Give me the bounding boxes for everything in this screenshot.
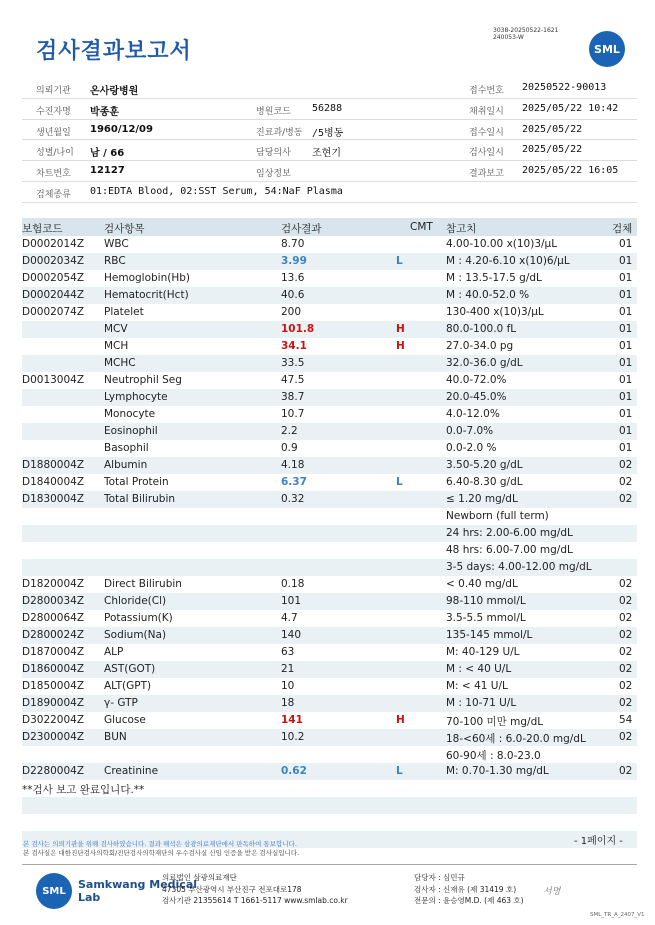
test-item: Monocyte	[104, 408, 156, 420]
reference-range: 70-100 미만 mg/dL	[446, 716, 544, 728]
test-item: Direct Bilirubin	[104, 578, 182, 590]
info-value: 남 / 66	[90, 148, 125, 160]
test-item: Eosinophil	[104, 425, 158, 437]
insurance-code: D3022004Z	[22, 714, 85, 726]
insurance-code: D2300004Z	[22, 731, 85, 743]
result-value: 8.70	[281, 238, 305, 250]
table-row	[22, 780, 637, 797]
info-value: 56288	[312, 102, 343, 114]
header-reference: 참고치	[446, 223, 477, 235]
table-row	[22, 814, 637, 831]
table-row	[22, 712, 637, 729]
result-value: 101	[281, 595, 302, 607]
specimen-code: 01	[619, 255, 633, 267]
reference-range: 4.0-12.0%	[446, 408, 500, 420]
table-row	[22, 440, 637, 457]
header-specimen: 검체	[612, 223, 633, 235]
cmt-flag: L	[396, 476, 403, 488]
specimen-value: 01:EDTA Blood, 02:SST Serum, 54:NaF Plasma	[90, 185, 343, 197]
page-number: - 1페이지 -	[574, 836, 623, 847]
info-row	[22, 140, 637, 161]
cmt-flag: H	[396, 340, 405, 352]
reference-range: 27.0-34.0 pg	[446, 340, 514, 352]
reference-range: 3-5 days: 4.00-12.00 mg/dL	[446, 561, 592, 573]
insurance-code: D0002034Z	[22, 255, 85, 267]
reference-range: 40.0-72.0%	[446, 374, 507, 386]
result-value: 21	[281, 663, 295, 675]
result-value: 0.9	[281, 442, 298, 454]
table-row	[22, 321, 637, 338]
specimen-code: 01	[619, 357, 633, 369]
document-id-line: 240053-W	[493, 34, 524, 41]
test-item: MCHC	[104, 357, 136, 369]
insurance-code: D1840004Z	[22, 476, 85, 488]
insurance-code: D1870004Z	[22, 646, 85, 658]
specimen-code: 01	[619, 272, 633, 284]
table-row	[22, 763, 637, 780]
test-item: Creatinine	[104, 765, 159, 777]
specimen-code: 01	[619, 391, 633, 403]
info-label: 생년월일	[36, 127, 71, 138]
insurance-code: D1830004Z	[22, 493, 85, 505]
table-row	[22, 457, 637, 474]
reference-range: M: 40-129 U/L	[446, 646, 520, 658]
signature: 서명	[543, 887, 561, 897]
insurance-code: D1880004Z	[22, 459, 85, 471]
info-label: 채취일시	[469, 106, 504, 117]
insurance-code: D1890004Z	[22, 697, 85, 709]
test-item: Hemoglobin(Hb)	[104, 272, 191, 284]
result-value: 6.37	[281, 476, 307, 488]
insurance-code: D2800024Z	[22, 629, 85, 641]
footer-note: 본 검사실은 대한진단검사의학회/진단검사의학재단의 우수검사실 신임 인증을 받은 검사실입니다.	[23, 849, 300, 857]
result-value: 47.5	[281, 374, 305, 386]
org-line: 검사기관 21355614 T 1661-5117 www.smlab.co.kr	[162, 896, 348, 905]
result-value: 3.99	[281, 255, 307, 267]
reference-range: 98-110 mmol/L	[446, 595, 526, 607]
test-item: Total Protein	[104, 476, 169, 488]
table-header	[22, 218, 637, 236]
org-line: 의료법인 삼광의료재단	[162, 873, 237, 882]
test-item: ALP	[104, 646, 124, 658]
test-item: BUN	[104, 731, 127, 743]
cmt-flag: L	[396, 255, 403, 267]
specimen-code: 02	[619, 663, 633, 675]
specimen-code: 01	[619, 323, 633, 335]
specimen-code: 01	[619, 340, 633, 352]
footer-note: 본 검사는 의뢰기관을 위해 검사하였습니다. 결과 해석은 삼광의료재단에서 판독하여 통보합니다.	[23, 840, 297, 848]
header-result: 검사결과	[281, 223, 322, 235]
table-row	[22, 729, 637, 746]
specimen-label: 검체종류	[36, 189, 71, 200]
reference-range: 130-400 x(10)3/μL	[446, 306, 544, 318]
insurance-code: D2280004Z	[22, 765, 85, 777]
test-item: Chloride(Cl)	[104, 595, 167, 607]
table-row	[22, 491, 637, 508]
test-item: Potassium(K)	[104, 612, 173, 624]
insurance-code: D1850004Z	[22, 680, 85, 692]
staff-line: 전문의 : 윤승영M.D. (제 463 호)	[414, 896, 524, 905]
reference-range: 20.0-45.0%	[446, 391, 507, 403]
info-row	[22, 161, 637, 182]
reference-range: 24 hrs: 2.00-6.00 mg/dL	[446, 527, 573, 539]
table-row	[22, 474, 637, 491]
info-row	[22, 78, 637, 99]
reference-range: 6.40-8.30 g/dL	[446, 476, 523, 488]
table-row	[22, 389, 637, 406]
result-value: 10.2	[281, 731, 305, 743]
info-value: 조현기	[312, 148, 341, 160]
reference-range: 3.5-5.5 mmol/L	[446, 612, 526, 624]
result-value: 141	[281, 714, 303, 726]
result-value: 0.18	[281, 578, 305, 590]
test-item: RBC	[104, 255, 126, 267]
document-id-line: 3038-20250522-1621	[493, 27, 559, 34]
info-value: 1960/12/09	[90, 123, 153, 135]
test-item: Albumin	[104, 459, 148, 471]
table-row	[22, 661, 637, 678]
specimen-code: 02	[619, 765, 633, 777]
info-label: 결과보고	[469, 169, 504, 180]
patient-info-section	[22, 78, 637, 203]
reference-range: M: < 41 U/L	[446, 680, 508, 692]
footer-logo-name: Samkwang Medical Lab	[78, 878, 198, 904]
specimen-code: 02	[619, 595, 633, 607]
info-label: 병원코드	[256, 106, 291, 117]
info-value: /5병동	[312, 127, 344, 139]
result-value: 40.6	[281, 289, 305, 301]
footer-logo-mark: SML	[36, 873, 72, 909]
table-row	[22, 338, 637, 355]
table-row	[22, 525, 637, 542]
result-value: 10	[281, 680, 295, 692]
specimen-code: 54	[619, 714, 633, 726]
test-item: AST(GOT)	[104, 663, 156, 675]
result-value: 0.62	[281, 765, 307, 777]
specimen-code: 02	[619, 680, 633, 692]
result-value: 4.18	[281, 459, 305, 471]
specimen-code: 01	[619, 306, 633, 318]
reference-range: M : < 40 U/L	[446, 663, 512, 675]
specimen-code: 02	[619, 646, 633, 658]
reference-range: 0.0-2.0 %	[446, 442, 497, 454]
footer-notes	[23, 840, 568, 858]
info-value: 2025/05/22 10:42	[522, 102, 619, 114]
table-row	[22, 287, 637, 304]
cmt-flag: H	[396, 323, 405, 335]
cmt-flag: L	[396, 765, 403, 777]
result-value: 140	[281, 629, 302, 641]
info-label: 진료과/병동	[256, 127, 303, 138]
table-row	[22, 610, 637, 627]
result-value: 13.6	[281, 272, 305, 284]
result-value: 2.2	[281, 425, 298, 437]
specimen-code: 02	[619, 731, 633, 743]
reference-range: 18-<60세 : 6.0-20.0 mg/dL	[446, 733, 586, 745]
test-item: MCV	[104, 323, 128, 335]
info-label: 접수일시	[469, 127, 504, 138]
result-value: 33.5	[281, 357, 305, 369]
test-item: WBC	[104, 238, 129, 250]
document-id	[493, 27, 558, 41]
test-item: Hematocrit(Hct)	[104, 289, 189, 301]
info-value: 20250522-90013	[522, 82, 607, 93]
org-line: 47305 부산광역시 부산진구 전포대로178	[162, 884, 302, 894]
results-table	[22, 218, 637, 848]
info-label: 성별/나이	[36, 148, 74, 159]
info-label: 검사일시	[469, 148, 504, 159]
reference-range: 4.00-10.00 x(10)3/μL	[446, 238, 558, 250]
insurance-code: D1860004Z	[22, 663, 85, 675]
info-value: 2025/05/22	[522, 123, 583, 135]
result-value: 0.32	[281, 493, 305, 505]
specimen-code: 02	[619, 493, 633, 505]
specimen-code: 02	[619, 697, 633, 709]
insurance-code: **검사 보고 완료입니다.**	[22, 784, 145, 796]
insurance-code: D0013004Z	[22, 374, 85, 386]
test-item: ALT(GPT)	[104, 680, 152, 692]
info-value: 온사랑병원	[90, 86, 139, 97]
table-row	[22, 797, 637, 814]
info-value: 2025/05/22 16:05	[522, 165, 619, 177]
insurance-code: D0002044Z	[22, 289, 85, 301]
footer-divider	[22, 864, 637, 865]
test-item: MCH	[104, 340, 129, 352]
table-row	[22, 559, 637, 576]
table-row	[22, 746, 637, 763]
insurance-code: D2800034Z	[22, 595, 85, 607]
table-row	[22, 372, 637, 389]
insurance-code: D0002014Z	[22, 238, 85, 250]
table-row	[22, 695, 637, 712]
specimen-code: 02	[619, 629, 633, 641]
reference-range: M : 13.5-17.5 g/dL	[446, 272, 542, 284]
result-value: 34.1	[281, 340, 307, 352]
reference-range: M: 0.70-1.30 mg/dL	[446, 765, 549, 777]
reference-range: 60-90세 : 8.0-23.0	[446, 750, 541, 762]
table-row	[22, 423, 637, 440]
table-row	[22, 627, 637, 644]
test-item: Platelet	[104, 306, 144, 318]
staff-line: 담당자 : 심민규	[414, 873, 465, 882]
table-row	[22, 576, 637, 593]
specimen-code: 01	[619, 408, 633, 420]
test-item: Total Bilirubin	[104, 493, 176, 505]
info-label: 차트번호	[36, 169, 71, 180]
info-label: 접수번호	[469, 86, 504, 96]
table-row	[22, 406, 637, 423]
info-label: 임상정보	[256, 169, 291, 180]
result-value: 18	[281, 697, 295, 709]
specimen-code: 02	[619, 612, 633, 624]
specimen-code: 01	[619, 425, 633, 437]
table-row	[22, 644, 637, 661]
header-test-item: 검사항목	[104, 223, 145, 235]
info-label: 담당의사	[256, 148, 291, 159]
specimen-code: 01	[619, 289, 633, 301]
staff-line: 검사자 : 신재유 (제 31419 호)	[414, 884, 517, 894]
info-value: 12127	[90, 165, 125, 177]
specimen-code: 02	[619, 476, 633, 488]
reference-range: < 0.40 mg/dL	[446, 578, 518, 590]
specimen-row	[22, 182, 637, 203]
test-item: Sodium(Na)	[104, 629, 167, 641]
reference-range: 32.0-36.0 g/dL	[446, 357, 523, 369]
result-value: 101.8	[281, 323, 315, 335]
info-label: 수진자명	[36, 106, 71, 117]
table-row	[22, 542, 637, 559]
reference-range: 48 hrs: 6.00-7.00 mg/dL	[446, 544, 573, 556]
test-item: γ- GTP	[104, 697, 138, 709]
specimen-code: 01	[619, 238, 633, 250]
reference-range: 80.0-100.0 fL	[446, 323, 517, 335]
info-value: 박종훈	[90, 106, 119, 118]
insurance-code: D1820004Z	[22, 578, 85, 590]
result-value: 63	[281, 646, 295, 658]
specimen-code: 01	[619, 442, 633, 454]
form-code: SML_TR_A_2407_V1	[590, 912, 645, 918]
reference-range: 3.50-5.20 g/dL	[446, 459, 523, 471]
reference-range: M : 40.0-52.0 %	[446, 289, 530, 301]
table-row	[22, 678, 637, 695]
sml-logo: SML	[589, 31, 625, 67]
report-title: 검사결과보고서	[36, 39, 192, 64]
insurance-code: D0002054Z	[22, 272, 85, 284]
reference-range: 0.0-7.0%	[446, 425, 494, 437]
test-item: Glucose	[104, 714, 146, 726]
table-row	[22, 253, 637, 270]
reference-range: ≤ 1.20 mg/dL	[446, 493, 518, 505]
insurance-code: D2800064Z	[22, 612, 85, 624]
info-value: 2025/05/22	[522, 144, 583, 156]
test-item: Neutrophil Seg	[104, 374, 182, 386]
result-value: 38.7	[281, 391, 305, 403]
info-row	[22, 120, 637, 141]
result-value: 200	[281, 306, 302, 318]
table-row	[22, 508, 637, 525]
test-item: Basophil	[104, 442, 149, 454]
reference-range: 135-145 mmol/L	[446, 629, 533, 641]
table-row	[22, 270, 637, 287]
info-label: 의뢰기관	[36, 86, 71, 96]
reference-range: Newborn (full term)	[446, 510, 549, 522]
test-item: Lymphocyte	[104, 391, 168, 403]
staff-info	[414, 872, 524, 907]
org-info	[162, 872, 348, 907]
insurance-code: D0002074Z	[22, 306, 85, 318]
info-row	[22, 99, 637, 120]
table-row	[22, 593, 637, 610]
specimen-code: 02	[619, 578, 633, 590]
cmt-flag: H	[396, 714, 405, 726]
specimen-code: 01	[619, 374, 633, 386]
reference-range: M : 10-71 U/L	[446, 697, 517, 709]
specimen-code: 02	[619, 459, 633, 471]
reference-range: M : 4.20-6.10 x(10)6/μL	[446, 255, 570, 267]
result-value: 4.7	[281, 612, 298, 624]
header-insurance-code: 보험코드	[22, 223, 63, 235]
table-row	[22, 236, 637, 253]
table-row	[22, 304, 637, 321]
table-row	[22, 355, 637, 372]
header-cmt: CMT	[410, 221, 433, 233]
result-value: 10.7	[281, 408, 305, 420]
